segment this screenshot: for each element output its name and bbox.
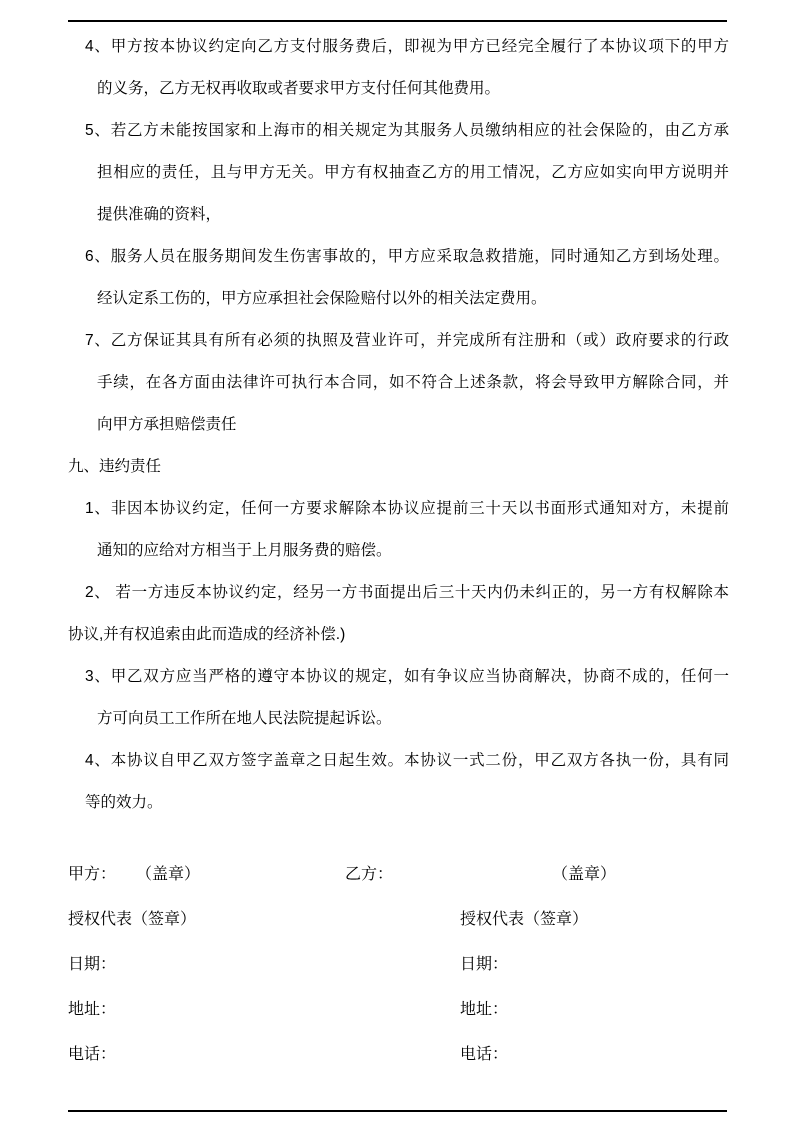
clause-4-line-2: 的义务，乙方无权再收取或者要求甲方支付任何其他费用。 [97,80,501,97]
address-b-label: 地址： [460,1001,509,1018]
s9-clause-1-line-1: 1、非因本协议约定，任何一方要求解除本协议应提前三十天以书面形式通知对方，未提前 [85,500,729,517]
s9-clause-1-line-2: 通知的应给对方相当于上月服务费的赔偿。 [97,542,392,559]
rep-b-label: 授权代表（签章） [460,911,589,928]
header-rule [68,20,727,22]
section-9-heading: 九、违约责任 [68,458,162,475]
clause-6-line-2: 经认定系工伤的，甲方应承担社会保险赔付以外的相关法定费用。 [97,290,547,307]
s9-clause-4-line-1: 4、本协议自甲乙双方签字盖章之日起生效。本协议一式二份，甲乙双方各执一份，具有同 [85,752,729,769]
clause-7-line-1: 7、乙方保证其具有所有必须的执照及营业许可，并完成所有注册和（或）政府要求的行政 [85,332,729,349]
footer-rule [68,1110,727,1112]
clause-4-line-1: 4、甲方按本协议约定向乙方支付服务费后，即视为甲方已经完全履行了本协议项下的甲方 [85,38,729,55]
signature-row-phones [0,1032,793,1077]
signature-row-dates [0,942,793,987]
date-a-label: 日期： [68,956,117,973]
clause-5-line-3: 提供准确的资料， [97,206,222,223]
clause-7-line-2: 手续，在各方面由法律许可执行本合同，如不符合上述条款，将会导致甲方解除合同，并 [97,374,729,391]
party-b-label: 乙方： [345,866,394,883]
clause-5-line-1: 5、若乙方未能按国家和上海市的相关规定为其服务人员缴纳相应的社会保险的，由乙方承 [85,122,729,139]
s9-clause-2-line-2: 协议,并有权追索由此而造成的经济补偿.) [68,626,346,643]
s9-clause-3-line-2: 方可向员工工作所在地人民法院提起诉讼。 [97,710,392,727]
s9-clause-3-line-1: 3、甲乙双方应当严格的遵守本协议的规定，如有争议应当协商解决，协商不成的，任何一 [85,668,729,685]
signature-row-addresses [0,987,793,1032]
s9-clause-2-line-1: 2、 若一方违反本协议约定，经另一方书面提出后三十天内仍未纠正的，另一方有权解除本 [85,584,729,601]
phone-b-label: 电话： [460,1046,509,1063]
clause-7-line-3: 向甲方承担赔偿责任 [97,416,237,433]
rep-a-label: 授权代表（签章） [68,911,197,928]
party-a-seal: （盖章） [136,866,201,883]
signature-block [0,852,793,1077]
clause-6-line-1: 6、服务人员在服务期间发生伤害事故的，甲方应采取急救措施，同时通知乙方到场处理。 [85,248,729,265]
signature-row-parties [0,852,793,897]
clause-5-line-2: 担相应的责任，且与甲方无关。甲方有权抽查乙方的用工情况，乙方应如实向甲方说明并 [97,164,729,181]
date-b-label: 日期： [460,956,509,973]
signature-row-representatives [0,897,793,942]
phone-a-label: 电话： [68,1046,117,1063]
address-a-label: 地址： [68,1001,117,1018]
s9-clause-4-line-2: 等的效力。 [85,794,163,811]
contract-body [0,26,793,824]
party-a-label: 甲方： [68,866,117,883]
party-b-seal: （盖章） [552,866,617,883]
